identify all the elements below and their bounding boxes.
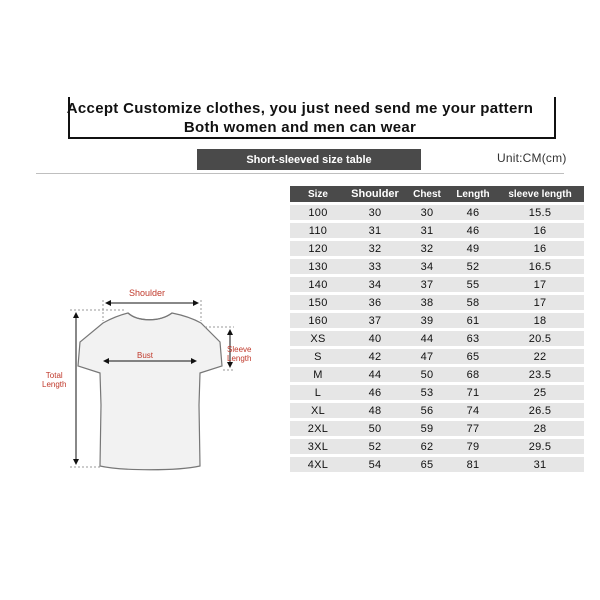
length-cell: 46 bbox=[450, 205, 496, 220]
table-header-row bbox=[290, 186, 584, 202]
sleeve-label-line-1: Sleeve bbox=[227, 345, 252, 354]
sleeve-length-cell: 20.5 bbox=[496, 331, 584, 346]
table-body bbox=[290, 205, 584, 472]
shoulder-cell: 33 bbox=[346, 259, 404, 274]
size-cell: 160 bbox=[290, 313, 346, 328]
chest-cell: 65 bbox=[404, 457, 450, 472]
column-header-size: Size bbox=[290, 186, 346, 202]
length-cell: 77 bbox=[450, 421, 496, 436]
size-cell: 4XL bbox=[290, 457, 346, 472]
shoulder-cell: 48 bbox=[346, 403, 404, 418]
sleeve-length-cell: 16.5 bbox=[496, 259, 584, 274]
shoulder-cell: 36 bbox=[346, 295, 404, 310]
length-cell: 81 bbox=[450, 457, 496, 472]
shoulder-cell: 31 bbox=[346, 223, 404, 238]
size-cell: L bbox=[290, 385, 346, 400]
shoulder-cell: 50 bbox=[346, 421, 404, 436]
shoulder-cell: 34 bbox=[346, 277, 404, 292]
sleeve-length-cell: 22 bbox=[496, 349, 584, 364]
chest-cell: 56 bbox=[404, 403, 450, 418]
sleeve-length-cell: 18 bbox=[496, 313, 584, 328]
sleeve-length-cell: 31 bbox=[496, 457, 584, 472]
headline-line-2: Both women and men can wear bbox=[183, 119, 417, 136]
sleeve-length-cell: 16 bbox=[496, 241, 584, 256]
table-row bbox=[290, 331, 584, 346]
shoulder-cell: 37 bbox=[346, 313, 404, 328]
table-row bbox=[290, 385, 584, 400]
length-cell: 55 bbox=[450, 277, 496, 292]
length-label-line-1: Total bbox=[45, 371, 63, 380]
length-cell: 68 bbox=[450, 367, 496, 382]
size-cell: 140 bbox=[290, 277, 346, 292]
shoulder-cell: 32 bbox=[346, 241, 404, 256]
size-cell: 100 bbox=[290, 205, 346, 220]
table-row bbox=[290, 439, 584, 454]
length-cell: 49 bbox=[450, 241, 496, 256]
chest-cell: 50 bbox=[404, 367, 450, 382]
length-cell: 79 bbox=[450, 439, 496, 454]
size-cell: 130 bbox=[290, 259, 346, 274]
length-cell: 52 bbox=[450, 259, 496, 274]
shoulder-cell: 42 bbox=[346, 349, 404, 364]
table-row bbox=[290, 223, 584, 238]
chest-cell: 32 bbox=[404, 241, 450, 256]
column-header-shoulder: Shoulder bbox=[346, 186, 404, 202]
table-row bbox=[290, 205, 584, 220]
chest-cell: 47 bbox=[404, 349, 450, 364]
sleeve-length-cell: 16 bbox=[496, 223, 584, 238]
shoulder-cell: 40 bbox=[346, 331, 404, 346]
chest-cell: 37 bbox=[404, 277, 450, 292]
chest-cell: 53 bbox=[404, 385, 450, 400]
sleeve-length-label bbox=[227, 345, 251, 363]
length-label-line-2: Length bbox=[42, 380, 67, 389]
sleeve-length-cell: 15.5 bbox=[496, 205, 584, 220]
shoulder-cell: 44 bbox=[346, 367, 404, 382]
table-row bbox=[290, 313, 584, 328]
size-cell: 150 bbox=[290, 295, 346, 310]
table-row bbox=[290, 259, 584, 274]
chest-cell: 30 bbox=[404, 205, 450, 220]
size-table bbox=[290, 183, 584, 475]
length-cell: 65 bbox=[450, 349, 496, 364]
unit-label: Unit:CM(cm) bbox=[497, 151, 567, 165]
size-cell: 120 bbox=[290, 241, 346, 256]
size-cell: 3XL bbox=[290, 439, 346, 454]
chest-cell: 44 bbox=[404, 331, 450, 346]
sleeve-label-line-2: Length bbox=[227, 354, 252, 363]
table-row bbox=[290, 349, 584, 364]
table-row bbox=[290, 457, 584, 472]
shoulder-cell: 52 bbox=[346, 439, 404, 454]
sleeve-length-cell: 17 bbox=[496, 295, 584, 310]
length-cell: 61 bbox=[450, 313, 496, 328]
sleeve-length-cell: 25 bbox=[496, 385, 584, 400]
column-header-length: Length bbox=[450, 186, 496, 202]
size-table-title: Short-sleeved size table bbox=[197, 149, 421, 170]
length-cell: 71 bbox=[450, 385, 496, 400]
tshirt-outline bbox=[78, 313, 222, 470]
sleeve-length-cell: 17 bbox=[496, 277, 584, 292]
shoulder-cell: 54 bbox=[346, 457, 404, 472]
chest-cell: 31 bbox=[404, 223, 450, 238]
length-cell: 74 bbox=[450, 403, 496, 418]
length-cell: 46 bbox=[450, 223, 496, 238]
sleeve-length-cell: 23.5 bbox=[496, 367, 584, 382]
column-header-sleeve-length: sleeve length bbox=[496, 186, 584, 202]
sleeve-length-cell: 28 bbox=[496, 421, 584, 436]
chest-cell: 59 bbox=[404, 421, 450, 436]
headline-line-1: Accept Customize clothes, you just need send me your pattern bbox=[66, 100, 534, 117]
column-header-chest: Chest bbox=[404, 186, 450, 202]
table-row bbox=[290, 241, 584, 256]
size-cell: XS bbox=[290, 331, 346, 346]
table-row bbox=[290, 295, 584, 310]
shoulder-cell: 30 bbox=[346, 205, 404, 220]
size-cell: 110 bbox=[290, 223, 346, 238]
total-length-label bbox=[42, 371, 66, 389]
shoulder-label: Shoulder bbox=[129, 288, 166, 298]
chest-cell: 34 bbox=[404, 259, 450, 274]
table-row bbox=[290, 421, 584, 436]
table-row bbox=[290, 277, 584, 292]
sleeve-length-cell: 26.5 bbox=[496, 403, 584, 418]
size-cell: S bbox=[290, 349, 346, 364]
shoulder-cell: 46 bbox=[346, 385, 404, 400]
chest-cell: 62 bbox=[404, 439, 450, 454]
sleeve-length-cell: 29.5 bbox=[496, 439, 584, 454]
bust-label: Bust bbox=[137, 351, 154, 360]
size-cell: XL bbox=[290, 403, 346, 418]
size-cell: 2XL bbox=[290, 421, 346, 436]
tshirt-svg bbox=[0, 0, 290, 600]
length-cell: 63 bbox=[450, 331, 496, 346]
table-row bbox=[290, 403, 584, 418]
table-row bbox=[290, 367, 584, 382]
size-cell: M bbox=[290, 367, 346, 382]
tshirt-diagram bbox=[0, 0, 290, 600]
chest-cell: 39 bbox=[404, 313, 450, 328]
length-cell: 58 bbox=[450, 295, 496, 310]
chest-cell: 38 bbox=[404, 295, 450, 310]
